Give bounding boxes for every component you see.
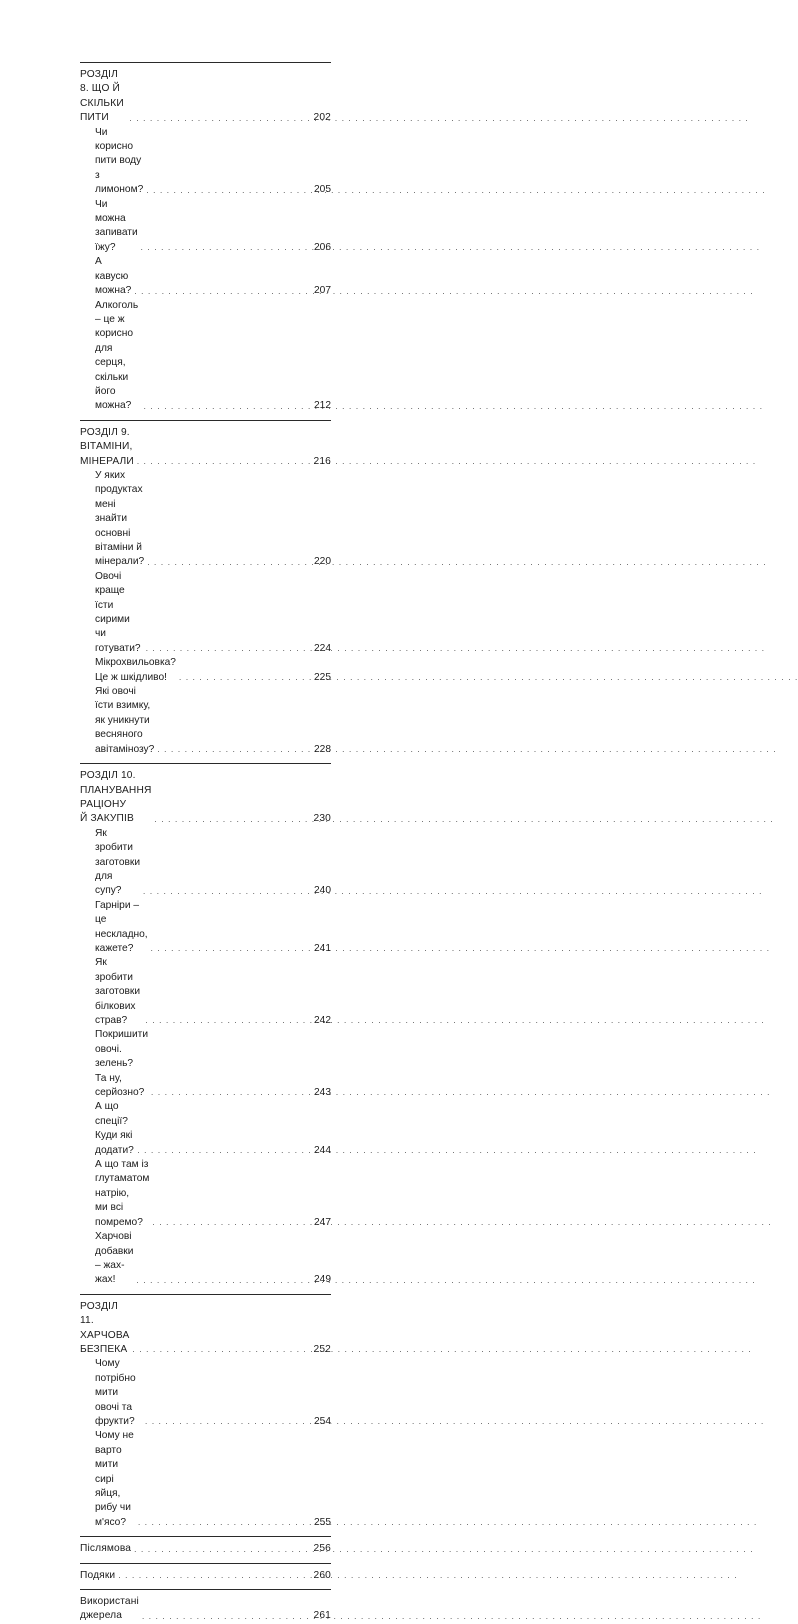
page-number: 216 [313,455,331,467]
item-title-line1: У яких продуктах мені знайти [95,469,143,525]
dot-leader [157,746,310,754]
toc-item[interactable] [80,198,331,256]
toc-item[interactable] [80,827,331,899]
item-title-line1: А що там із глутаматом натрію, [95,1159,150,1199]
section-divider [80,1589,331,1590]
item-title: Овочі краще їсти сирими чи готувати? [95,570,141,654]
toc-chapter-entry[interactable] [80,1569,331,1583]
page-number: 242 [314,1015,331,1026]
item-title [95,1028,148,1100]
toc-item[interactable] [80,956,331,1028]
toc-item[interactable] [80,1100,331,1158]
page-number: 212 [314,400,331,412]
toc-item[interactable] [80,1158,331,1230]
item-title-line1: Покришити овочі. зелень? [95,1029,149,1070]
page-number: 256 [313,1543,331,1555]
toc-section [80,763,331,1288]
dot-leader [145,1418,310,1426]
item-title: А кавусю можна? [95,256,132,297]
section-divider [80,763,331,764]
page-number: 249 [314,1274,331,1286]
dot-leader [144,403,310,411]
item-title-line1: Алкоголь – це ж корисно для серця, [95,299,139,369]
section-divider [80,1536,331,1537]
chapter-title: Післямова [80,1543,132,1555]
dot-leader [141,244,310,252]
chapter-title: Використані джерела [80,1596,139,1622]
page-number: 241 [314,942,331,954]
toc-item[interactable] [80,656,331,685]
dot-leader [136,1277,310,1285]
section-divider [80,420,331,421]
item-title: Чи корисно пити воду з лимоном? [95,126,144,196]
page-number: 220 [314,556,331,568]
toc-item[interactable] [80,899,331,957]
dot-leader [146,187,310,195]
toc-item[interactable] [80,570,331,656]
toc-section [80,1563,331,1583]
page-number: 240 [314,885,331,897]
page-number: 254 [314,1415,331,1427]
page-number: 207 [314,285,331,297]
item-title-line1: Чому не варто мити сирі яйця, [95,1430,134,1499]
dot-leader [143,888,310,896]
section-divider [80,1563,331,1564]
dot-leader [129,115,310,123]
item-title-line2: скільки його можна? [95,371,132,412]
chapter-title: РОЗДІЛ 8. ЩО Й СКІЛЬКИ ПИТИ [80,69,124,124]
dot-leader [134,1546,310,1554]
chapter-title [80,769,151,827]
page-number: 205 [314,184,331,196]
toc-chapter-entry[interactable] [80,1542,331,1556]
dot-leader [145,1017,310,1025]
section-divider [80,1294,331,1295]
page-number: 261 [313,1610,331,1622]
toc-item[interactable] [80,685,331,757]
item-title-line2: весняного авітамінозу? [95,729,155,755]
section-divider [80,62,331,63]
page-number: 228 [314,743,331,755]
item-title-line2: Та ну, серйозно? [95,1072,145,1099]
toc-item[interactable] [80,126,331,198]
dot-leader [134,288,310,296]
dot-leader [154,816,310,824]
page-number: 202 [313,112,331,124]
item-title [95,469,144,570]
chapter-title-line1: РОЗДІЛ 10. ПЛАНУВАННЯ РАЦІОНУ [80,770,152,810]
dot-leader [142,1613,310,1621]
chapter-title: РОЗДІЛ 11. ХАРЧОВА БЕЗПЕКА [80,1300,130,1355]
dot-leader [147,559,310,567]
dot-leader [137,458,310,466]
dot-leader [146,645,310,653]
item-title [95,1429,135,1530]
item-title-line2: основні вітаміни й мінерали? [95,527,145,568]
item-title [95,299,141,414]
toc-chapter-entry[interactable] [80,769,331,827]
item-title-line1: Які овочі їсти взимку, як уникнути [95,686,151,726]
dot-leader [152,1219,310,1227]
item-title: Гарніри – це нескладно, кажете? [95,899,148,954]
toc-chapter-entry[interactable] [80,68,331,126]
page-number: 206 [314,241,331,253]
dot-leader [132,1346,310,1354]
item-title: Як зробити заготовки для супу? [95,827,141,897]
item-title [95,1158,149,1230]
table-of-contents [80,56,331,1624]
chapter-title-line2: Й ЗАКУПІВ [80,813,134,825]
toc-section [80,1294,331,1531]
item-title [95,685,154,757]
page-number: 255 [314,1516,331,1528]
toc-chapter-entry[interactable] [80,426,331,469]
toc-item[interactable] [80,1357,331,1429]
toc-chapter-entry[interactable] [80,1300,331,1358]
item-title-line2: рибу чи м'ясо? [95,1502,131,1528]
toc-item[interactable] [80,299,331,414]
item-title: Чи можна запивати їжу? [95,198,138,253]
page-number: 247 [314,1216,331,1228]
dot-leader [118,1572,310,1580]
page-number: 252 [313,1343,331,1355]
toc-item[interactable] [80,1429,331,1530]
dot-leader [138,1519,310,1527]
toc-item[interactable] [80,1230,331,1288]
chapter-title: Подяки [80,1569,116,1581]
page-number: 224 [314,642,331,654]
chapter-title: РОЗДІЛ 9. ВІТАМІНИ, МІНЕРАЛИ [80,426,134,467]
item-title: А що спеції? Куди які додати? [95,1101,134,1156]
toc-item[interactable] [80,255,331,298]
item-title-line2: ми всі помремо? [95,1202,143,1228]
page-number: 230 [313,813,331,825]
page-number: 260 [313,1569,331,1581]
dot-leader [179,674,310,682]
item-title: Харчові добавки – жах-жах! [95,1231,134,1286]
toc-section [80,1536,331,1556]
toc-chapter-entry[interactable] [80,1595,331,1624]
toc-section [80,62,331,414]
page-number: 243 [314,1087,331,1099]
dot-leader [137,1147,310,1155]
item-title: Чому потрібно мити овочі та фрукти? [95,1358,136,1427]
toc-section [80,420,331,757]
toc-item[interactable] [80,1028,331,1100]
dot-leader [151,1089,310,1097]
toc-section [80,1589,331,1624]
page-number: 244 [314,1144,331,1156]
item-title: Мікрохвильовка? Це ж шкідливо! [95,657,176,683]
toc-item[interactable] [80,469,331,570]
dot-leader [151,945,310,953]
page-number: 225 [314,671,331,683]
item-title: Як зробити заготовки білкових страв? [95,957,141,1026]
